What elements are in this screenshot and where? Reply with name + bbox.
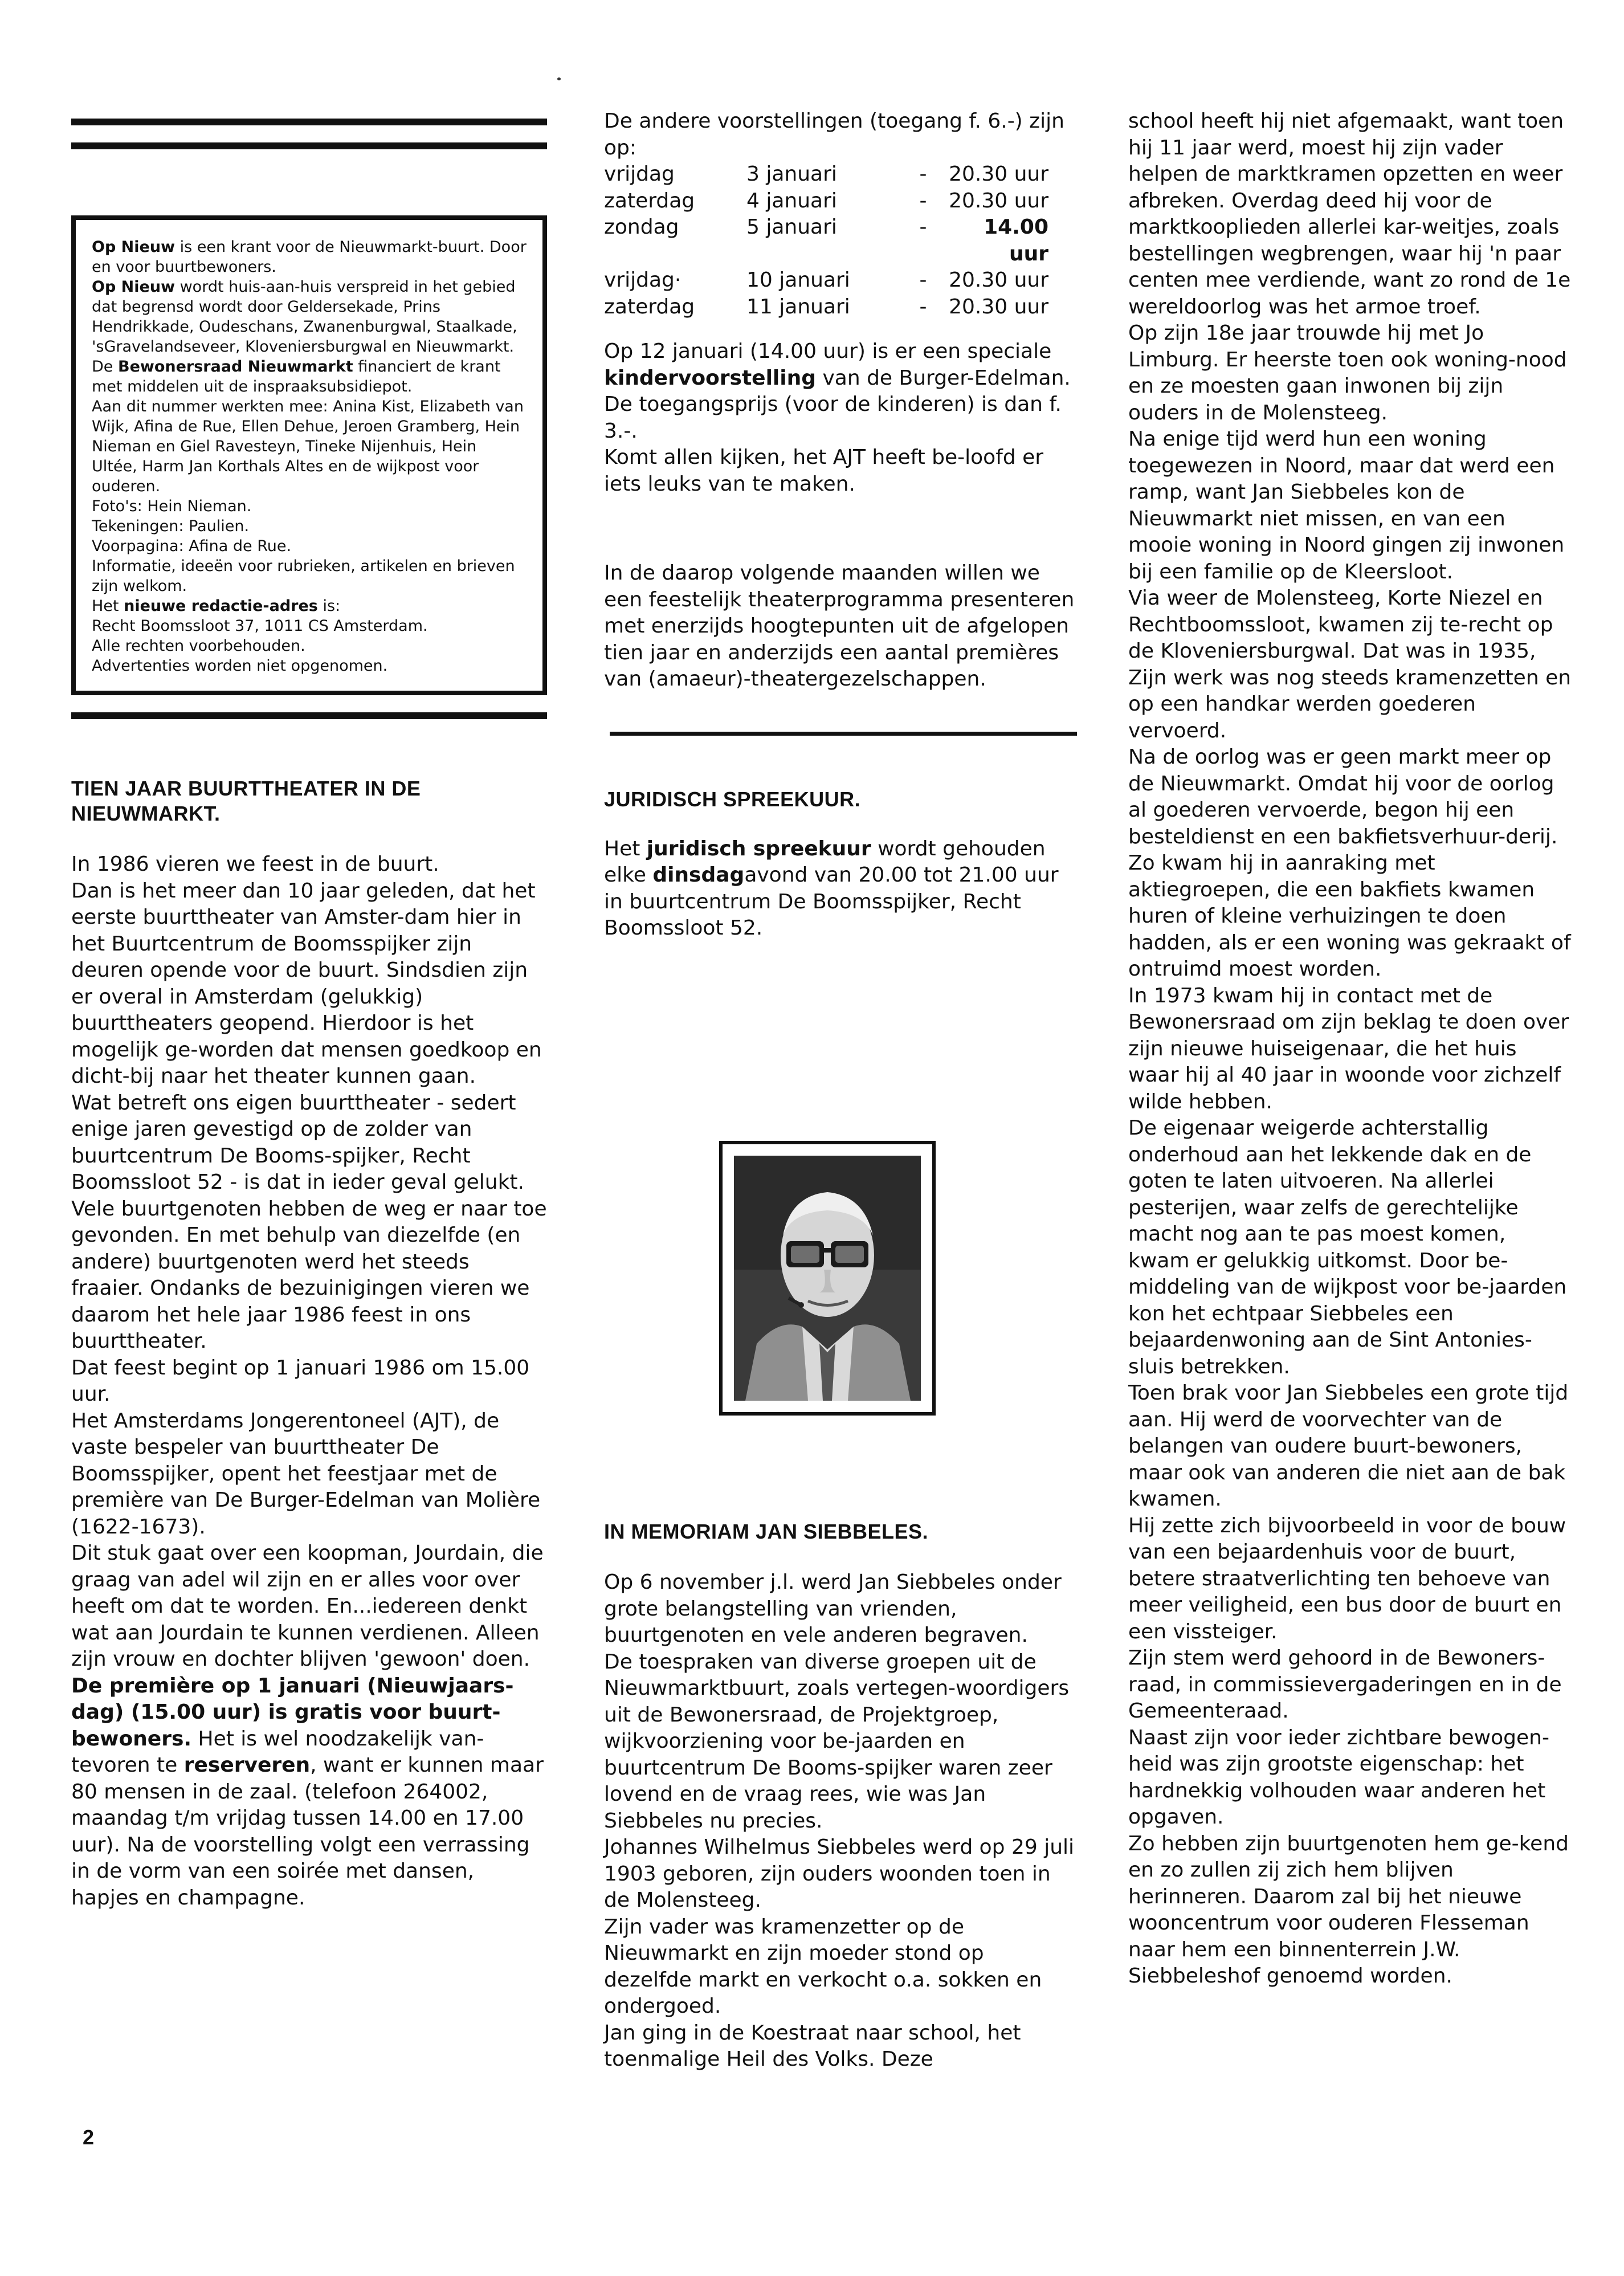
schedule-day: zaterdag (604, 295, 695, 319)
colophon-rights: Alle rechten voorbehouden. (92, 637, 305, 655)
schedule-time: 20.30 uur (949, 162, 1048, 186)
schedule-row (604, 267, 1048, 294)
schedule-time: 20.30 uur (949, 189, 1048, 213)
colophon-drawings: Tekeningen: Paulien. (92, 517, 250, 535)
colophon-box (71, 215, 547, 695)
theater-article-premiere: De première op 1 januari (Nieuwjaars-dag) (15.00 uur) is gratis voor buurt-bewoners. Het is wel noodzakelijk van-tevoren te reserveren, want er kunnen maar 80 mensen in de zaal. (telefoon 264002, maandag t/m vrijdag tussen 14.00 en 17.00 uur). Na de voorstelling volgt een verrassing in de vorm van een soirée met dansen, hapjes en champagne. (71, 1674, 544, 1910)
colophon-photos: Foto's: Hein Nieman. (92, 497, 252, 515)
schedule-row (604, 294, 1048, 321)
schedule-dash: - (919, 162, 927, 186)
schedule-day: zondag (604, 215, 679, 239)
performances-intro: De andere voorstellingen (toegang f. 6.-) zijn op: (604, 109, 1064, 160)
memoriam-body-continued: school heeft hij niet afgemaakt, want toen hij 11 jaar werd, moest hij zijn vader helpen de marktkramen opzetten en weer afbreken. Overdag deed hij voor de marktkooplieden allerlei kar-weitjes, zoals bestellingen wegbrengen, waar hij 'n paar centen mee verdiende, want zo rond de 1e wereldoorlog was het armoe troef. Op zijn 18e jaar trouwde hij met Jo Limburg. Er heerste toen ook woning-nood en ze moesten gaan inwonen bij zijn ouders in de Molensteeg. Na enige tijd werd hun een woning toegewezen in Noord, maar dat werd een ramp, want Jan Siebbeles kon de Nieuwmarkt niet missen, en van een mooie woning in Noord gingen zij inwonen bij een familie op de Kleersloot. Via weer de Molensteeg, Korte Niezel en Rechtboomssloot, kwamen zij te-recht op de Kloveniersburgwal. Dat was in 1935, Zijn werk was nog steeds kramenzetten en op een handkar werden goederen vervoerd. Na de oorlog was er geen markt meer op de Nieuwmarkt. Omdat hij voor de oorlog al goederen vervoerde, begon hij een besteldienst en een bakfietsverhuur-derij. Zo kwam hij in aanraking met aktiegroepen, die een bakfiets kwamen huren of kleine verhuizingen te doen hadden, als er een woning was gekraakt of ontruimd moest worden. In 1973 kwam hij in contact met de Bewonersraad om zijn beklag te doen over zijn nieuwe huiseigenaar, die het huis waar hij al 40 jaar in woonde voor zichzelf wilde hebben. De eigenaar weigerde achterstallig onderhoud aan het lekkende dak en de goten te laten uitvoeren. Na allerlei pesterijen, waar zelfs de gerechtelijke macht nog aan te pas moest komen, kwam er gelukkig uitkomst. Door be-middeling van de wijkpost voor be-jaarden kon het echtpaar Siebbeles een bejaardenwoning aan de Sint Antonies-sluis betrekken. Toen brak voor Jan Siebbeles een grote tijd aan. Hij werd de voorvechter van de belangen van oudere buurt-bewoners, maar ook van anderen die niet aan de bak kwamen. Hij zette zich bijvoorbeeld in voor de bouw van een bejaardenhuis voor de buurt, betere straatverlichting ten behoeve van meer veiligheid, een bus door de buurt en een vissteiger. Zijn stem werd gehoord in de Bewoners-raad, in commissievergaderingen en in de Gemeenteraad. Naast zijn voor ieder zichtbare bewogen-heid was zijn grootste eigenschap: het hardnekkig volhouden waar anderen het opgaven. Zo hebben zijn buurtgenoten hem ge-kend en zo zullen zij zich hem blijven herinneren. Daarom zal bij het nieuwe wooncentrum voor ouderen Flesseman naar hem een binnenterrein J.W. Siebbeleshof genoemd worden. (1128, 109, 1572, 1988)
schedule-date: 5 januari (746, 215, 837, 239)
print-speck (557, 78, 561, 80)
theater-article-title: TIEN JAAR BUURTTHEATER IN DE NIEUWMARKT. (71, 777, 421, 825)
theater-article-body: In 1986 vieren we feest in de buurt. Dan is het meer dan 10 jaar geleden, dat het eerste buurttheater van Amster-dam hier in het Buurtcentrum de Boomsspijker zijn deuren opende voor de buurt. Sindsdien zijn er overal in Amsterdam (gelukkig) buurttheaters geopend. Hierdoor is het mogelijk ge-worden dat mensen goedkoop en dicht-bij naar het theater kunnen gaan. Wat betreft ons eigen buurttheater - sedert enige jaren gevestigd op de zolder van buurtcentrum De Booms-spijker, Recht Boomssloot 52 - is dat in ieder geval gelukt. Vele buurtgenoten hebben de weg er naar toe gevonden. En met behulp van diezelfde (en andere) buurtgenoten werd het steeds fraaier. Ondanks de bezuinigingen vieren we daarom het hele jaar 1986 feest in ons buurttheater. Dat feest begint op 1 januari 1986 om 15.00 uur. Het Amsterdams Jongerentoneel (AJT), de vaste bespeler van buurttheater De Boomsspijker, opent het feestjaar met de première van De Burger-Edelman van Molière (1622-1673). Dit stuk gaat over een koopman, Jourdain, die graag van adel wil zijn en er alles voor over heeft om dat te worden. En...iedereen denkt wat aan Jourdain te kunnen verdienen. Alleen zijn vrouw en dochter blijven 'gewoon' doen. (71, 853, 547, 1671)
colophon-info: Informatie, ideeën voor rubrieken, artikelen en brieven zijn welkom. (92, 557, 515, 595)
schedule-row (604, 161, 1048, 188)
children-performance: Op 12 januari (14.00 uur) is er een speciale kindervoorstelling van de Burger-Edelman. De toegangsprijs (voor de kinderen) is dan f. 3.-. Komt allen kijken, het AJT heeft be-loofd er iets leuks van te maken. (604, 340, 1071, 496)
schedule-dash: - (919, 189, 927, 213)
schedule-row (604, 214, 1048, 267)
schedule-date: 11 januari (746, 295, 850, 319)
portrait-illustration (734, 1156, 921, 1401)
colophon-line-1: Op Nieuw is een krant voor de Nieuwmarkt-buurt. Door en voor buurtbewoners. (92, 238, 527, 276)
schedule-day: vrijdag· (604, 268, 682, 292)
rule-below-colophon (71, 712, 547, 719)
column-middle (604, 108, 1077, 942)
colophon-line-2: Op Nieuw wordt huis-aan-huis verspreid in het gebied dat begrensd wordt door Geldersekade, Prins Hendrikkade, Oudeschans, Zwanenburgwal, Staalkade, 'sGravelandseveer, Kloveniersburgwal en Nieuwmarkt. (92, 278, 517, 356)
schedule-dash: - (919, 215, 927, 239)
schedule-time: 20.30 uur (949, 268, 1048, 292)
juridisch-title: JURIDISCH SPREEKUUR. (604, 787, 861, 811)
colophon-address-label: Het nieuwe redactie-adres is: (92, 597, 341, 615)
portrait-photo-frame (719, 1141, 936, 1416)
colophon-line-3: De Bewonersraad Nieuwmarkt financiert de krant met middelen uit de inspraaksubsidiepot. (92, 358, 501, 395)
memoriam-title: IN MEMORIAM JAN SIEBBELES. (604, 1520, 929, 1543)
divider-rule (610, 732, 1077, 736)
schedule-dash: - (919, 268, 927, 292)
schedule-date: 4 januari (746, 189, 837, 213)
colophon-cover: Voorpagina: Afina de Rue. (92, 537, 292, 555)
colophon-address: Recht Boomssloot 37, 1011 CS Amsterdam. (92, 617, 428, 635)
memoriam-body-start: Op 6 november j.l. werd Jan Siebbeles onder grote belangstelling van vrienden, buurtgenoten en vele anderen begraven. De toespraken van diverse groepen uit de Nieuwmarktbuurt, zoals vertegen-woordigers uit de Bewonersraad, de Projektgroep, wijkvoorziening voor be-jaarden en buurtcentrum De Booms-spijker waren zeer lovend en de vraag rees, wie was Jan Siebbeles nu precies. Johannes Wilhelmus Siebbeles werd op 29 juli 1903 geboren, zijn ouders woonden toen in de Molensteeg. Zijn vader was kramenzetter op de Nieuwmarkt en zijn moeder stond op dezelfde markt en verkocht o.a. sokken en ondergoed. Jan ging in de Koestraat naar school, het toenmalige Heil des Volks. Deze (604, 1571, 1075, 2071)
portrait-photo (734, 1156, 921, 1401)
juridisch-body: Het juridisch spreekuur wordt gehouden elke dinsdagavond van 20.00 tot 21.00 uur in buurtcentrum De Boomsspijker, Recht Boomssloot 52. (604, 837, 1059, 940)
schedule-day: vrijdag (604, 162, 675, 186)
schedule-date: 3 januari (746, 162, 837, 186)
schedule-day: zaterdag (604, 189, 695, 213)
schedule-time: 14.00 uur (984, 215, 1048, 266)
column-left (71, 108, 547, 1911)
theater-followup: In de daarop volgende maanden willen we een feestelijk theaterprogramma presenteren met enerzijds hoogtepunten uit de afgelopen tien jaar en anderzijds een aantal premières van (amaeur)-theatergezelschappen. (604, 561, 1075, 691)
colophon-ads: Advertenties worden niet opgenomen. (92, 657, 388, 675)
schedule-date: 10 januari (746, 268, 850, 292)
colophon-contributors: Aan dit nummer werkten mee: Anina Kist, Elizabeth van Wijk, Afina de Rue, Ellen Dehue, Jeroen Gramberg, Hein Nieman en Giel Ravesteyn, Tineke Nijenhuis, Hein Ultée, Harm Jan Korthals Altes en de wijkpost voor ouderen. (92, 398, 524, 495)
schedule-row (604, 188, 1048, 215)
schedule-time: 20.30 uur (949, 295, 1048, 319)
memoriam-article (604, 1519, 1077, 2073)
top-rule-1 (71, 119, 547, 125)
schedule-dash: - (919, 295, 927, 319)
column-right (1128, 108, 1573, 1990)
performances-schedule (604, 161, 1048, 320)
page-number: 2 (83, 2126, 95, 2149)
top-rule-2 (71, 142, 547, 149)
